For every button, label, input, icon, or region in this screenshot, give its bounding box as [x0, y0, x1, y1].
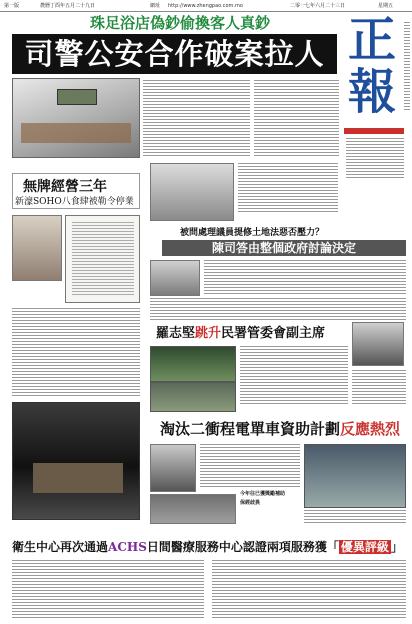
luo-body-2 — [352, 370, 406, 406]
ev-photo-speaker — [150, 444, 196, 492]
land-story-headline: 陳司答由整個政府討論決定 — [162, 240, 406, 256]
ev-photo-group — [304, 444, 406, 508]
lead-photo-evidence — [12, 78, 140, 158]
bottom-headline-part1: 衛生中心再次通過 — [12, 540, 109, 554]
ev-subheads — [240, 490, 300, 510]
lead-body-col-2 — [254, 80, 339, 158]
bottom-headline — [12, 537, 407, 557]
luo-photo-group — [150, 382, 236, 412]
land-story-lead-text — [238, 163, 338, 213]
ev-body-1 — [200, 444, 300, 488]
ev-story-headline — [160, 418, 406, 440]
issue-date: 二零一七年六月二十三日 — [290, 3, 346, 9]
unlicensed-photo-person — [12, 215, 62, 281]
bottom-body-col-1 — [12, 560, 204, 618]
luo-headline-part2: 民署管委會副主席 — [221, 326, 326, 341]
ev-subhead-2: 保經歧異 — [240, 500, 261, 506]
top-info-bar — [0, 0, 412, 12]
masthead-red-band — [344, 128, 404, 134]
weekday: 星期五 — [378, 3, 394, 9]
luo-body — [240, 346, 348, 406]
ev-headline-accent: 反應熱烈 — [340, 420, 401, 438]
luo-headline-part1: 羅志堅 — [156, 326, 196, 341]
lunar-date: 農曆丁酉年五月二十九日 — [40, 3, 96, 9]
land-story-photo-2 — [150, 260, 200, 296]
luo-portrait — [352, 322, 404, 366]
ev-subhead-1: 今年往已獲獎勵補助 — [240, 491, 286, 497]
unlicensed-subtitle: 新濠SOHO八食肆被勒令停業 — [15, 197, 134, 207]
unlicensed-title: 無牌經營三年 — [23, 179, 107, 195]
masthead-contact-block — [346, 138, 404, 178]
masthead-side-text — [404, 22, 410, 112]
bottom-headline-achs: ACHS — [108, 540, 147, 554]
website-label: 網址 — [150, 3, 161, 9]
website-url[interactable]: http://www.zhengpao.com.mo — [168, 3, 243, 9]
luo-story-headline — [156, 325, 346, 343]
masthead-char-1: 正 — [347, 12, 396, 68]
land-story-body — [150, 298, 406, 320]
page-label: 第一版 — [4, 3, 20, 9]
lead-kicker: 珠足浴店偽鈔偷換客人真鈔 — [89, 14, 270, 32]
ev-headline-part1: 淘汰二衝程電單車資助計劃 — [160, 420, 341, 438]
lead-headline: 司警公安合作破案拉人 — [12, 34, 337, 74]
photo-object — [57, 89, 97, 105]
bottom-body-col-2 — [212, 560, 406, 618]
land-story-kicker: 被問處理議員提修土地法惡否壓力？ — [180, 228, 325, 238]
unlicensed-photo-restaurant — [12, 402, 140, 520]
bottom-headline-accent: 優異評級 — [340, 540, 389, 554]
ev-photo-motorcycles — [150, 494, 236, 524]
masthead-logo — [342, 14, 402, 126]
unlicensed-story-header — [12, 173, 140, 209]
masthead-char-2: 報 — [347, 64, 396, 120]
lead-body-col-1 — [143, 80, 250, 158]
ev-body-2 — [304, 510, 406, 524]
luo-photo-ceremony — [150, 346, 236, 382]
luo-headline-accent: 跳升 — [195, 326, 222, 341]
land-story-photo — [150, 163, 234, 221]
unlicensed-photo-document — [65, 215, 140, 303]
land-story-body-2 — [204, 260, 406, 296]
bottom-headline-part2: 日間醫療服務中心認證兩項服務獲「 — [146, 540, 339, 554]
bottom-headline-part3: 」 — [390, 540, 403, 554]
unlicensed-body — [12, 308, 140, 398]
photo-banknotes — [21, 123, 131, 143]
